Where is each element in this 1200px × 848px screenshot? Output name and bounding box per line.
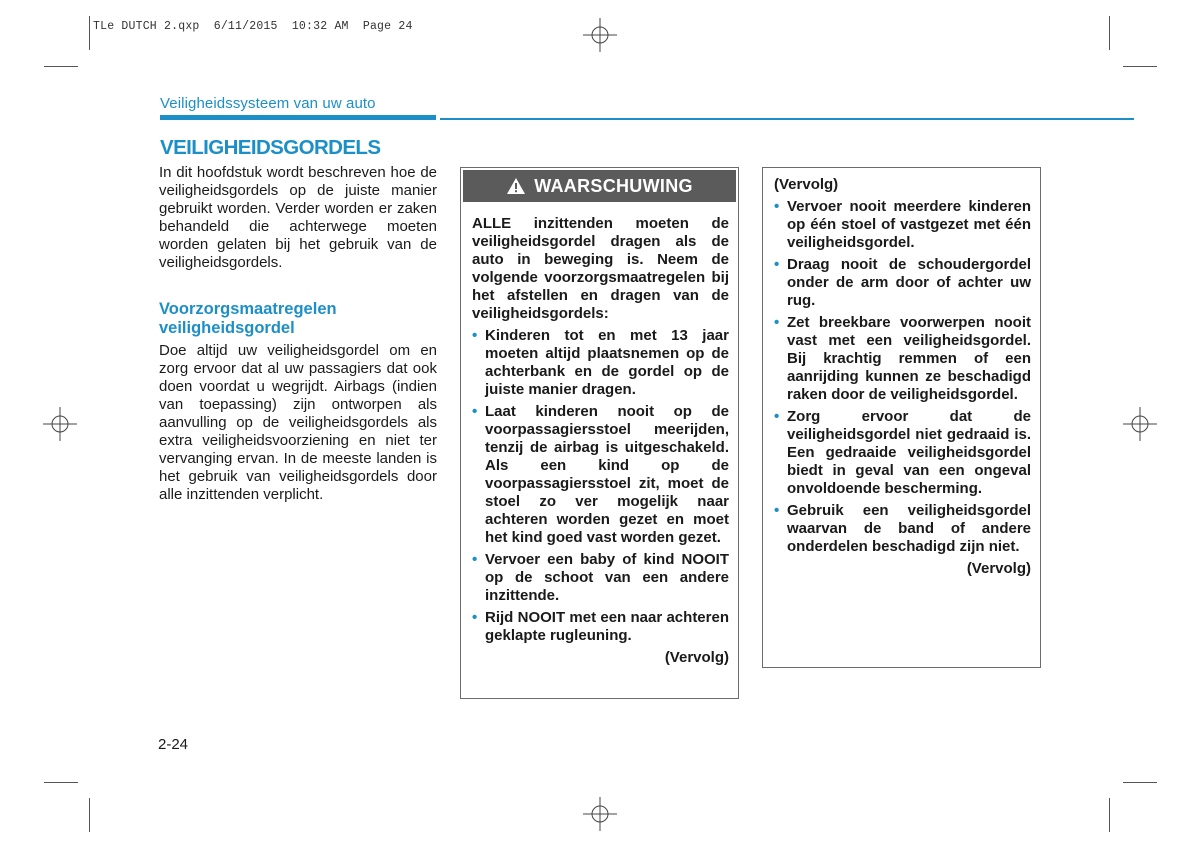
header-rule-thick: [160, 115, 436, 120]
section-header: Veiligheidssysteem van uw auto: [160, 95, 376, 112]
bullet-icon: •: [774, 198, 780, 215]
list-item: • Rijd NOOIT met een naar achteren geklapte rugleuning.: [472, 609, 729, 644]
subsection-heading-line1: Voorzorgsmaatregelen: [159, 300, 337, 318]
bullet-icon: •: [472, 551, 478, 568]
warning-header: [463, 170, 736, 202]
bullet-icon: •: [774, 408, 780, 425]
warning-intro: ALLE inzittenden moeten de veiligheidsgordel dragen als de auto in beweging is. Neem de volgende voorzorgsmaatregelen bij het afstellen en dragen van de veiligheidsgordels:: [472, 215, 729, 322]
warning-body: [461, 204, 738, 667]
bullet-icon: •: [774, 314, 780, 331]
warning-label: WAARSCHUWING: [534, 176, 693, 196]
continuation-body: [763, 168, 1040, 578]
continued-label: (Vervolg): [664, 649, 729, 666]
list-item: • Vervoer nooit meerdere kinderen op één stoel of vastgezet met één veiligheidsgordel.: [774, 198, 1031, 251]
subsection-body: Doe altijd uw veiligheidsgordel om en zorg ervoor dat al uw passagiers dat ook doen voordat u wegrijdt. Airbags (indien van toepassing) zijn ontworpen als aanvulling op de veiligheidsgordels als extra veiligheidsvoorziening en niet ter vervanging ervan. In de meeste landen is het gebruik van veiligheidsgordels door alle inzittenden verplicht.: [159, 342, 437, 503]
bullet-icon: •: [472, 403, 478, 420]
list-item: • Zorg ervoor dat de veiligheidsgordel niet gedraaid is. Een gedraaide veiligheidsgordel biedt in geval van een ongeval onvoldoende bescherming.: [774, 408, 1031, 497]
bullet-icon: •: [472, 609, 478, 626]
page-title: VEILIGHEIDSGORDELS: [160, 136, 381, 159]
intro-column: [159, 164, 437, 504]
crop-mark: [1123, 782, 1157, 783]
list-item: • Laat kinderen nooit op de voorpassagiersstoel meerijden, tenzij de airbag is uitgeschakeld. Als een kind op de voorpassagiersstoel zit, moet de stoel zo ver mogelijk naar achteren worden gezet en moet het kind goed vast worden gezet.: [472, 403, 729, 546]
registration-mark-icon: [43, 407, 77, 441]
crop-mark: [44, 782, 78, 783]
warning-box: [460, 167, 739, 699]
registration-mark-icon: [583, 797, 617, 831]
list-item: • Draag nooit de schoudergordel onder de arm door of achter uw rug.: [774, 256, 1031, 309]
list-item: • Kinderen tot en met 13 jaar moeten altijd plaatsnemen op de achterbank en de gordel op de juiste manier dragen.: [472, 327, 729, 398]
warning-triangle-icon: [506, 177, 526, 195]
print-slug: TLe DUTCH 2.qxp 6/11/2015 10:32 AM Page 24: [93, 20, 413, 33]
crop-mark: [1109, 798, 1110, 832]
crop-mark: [89, 16, 90, 50]
header-rule-thin: [440, 118, 1134, 120]
continuation-label: (Vervolg): [774, 176, 839, 193]
intro-paragraph: In dit hoofdstuk wordt beschreven hoe de veiligheidsgordels op de juiste manier gebruikt worden. Verder worden er zaken behandeld die achterwege moeten worden gelaten bij het gebruik van de veiligheidsgordels.: [159, 164, 437, 271]
crop-mark: [1109, 16, 1110, 50]
list-item: • Vervoer een baby of kind NOOIT op de schoot van een andere inzittende.: [472, 551, 729, 604]
page-number: 2-24: [158, 736, 189, 753]
registration-mark-icon: [1123, 407, 1157, 441]
list-item: • Zet breekbare voorwerpen nooit vast met een veiligheidsgordel. Bij krachtig remmen of een aanrijding kunnen ze beschadigd raken door de veiligheidsgordel.: [774, 314, 1031, 403]
crop-mark: [1123, 66, 1157, 67]
crop-mark: [44, 66, 78, 67]
subsection-heading: [159, 300, 437, 338]
registration-mark-icon: [583, 18, 617, 52]
continuation-box: [762, 167, 1041, 668]
bullet-icon: •: [774, 256, 780, 273]
bullet-icon: •: [472, 327, 478, 344]
bullet-icon: •: [774, 502, 780, 519]
crop-mark: [89, 798, 90, 832]
continued-label: (Vervolg): [966, 560, 1031, 577]
list-item: • Gebruik een veiligheidsgordel waarvan de band of andere onderdelen beschadigd zijn niet.: [774, 502, 1031, 555]
subsection-heading-line2: veiligheidsgordel: [159, 319, 295, 337]
